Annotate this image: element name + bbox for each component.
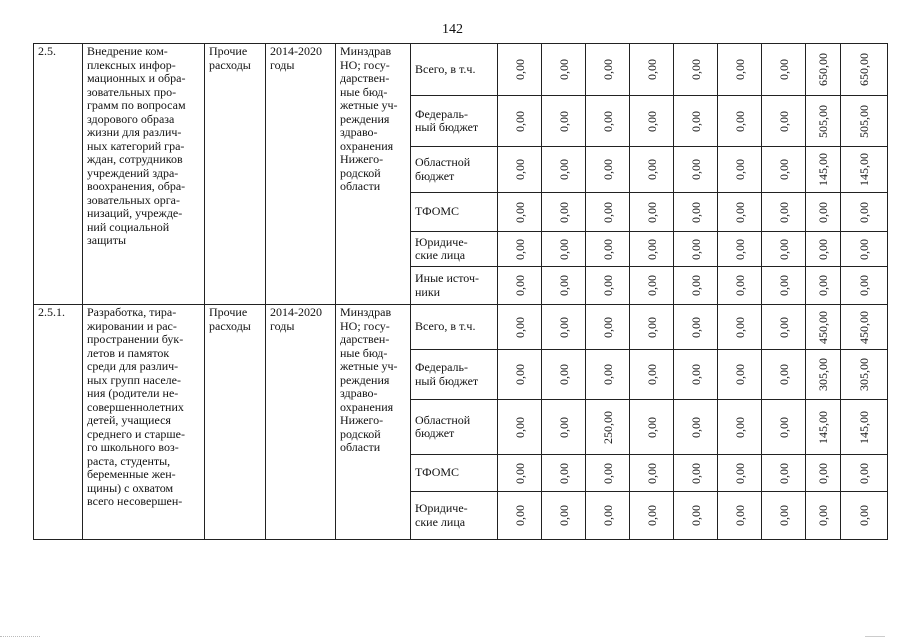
value-cell — [498, 267, 542, 305]
value-cell — [762, 232, 806, 267]
value-text: 0,00 — [776, 364, 791, 385]
value-text: 0,00 — [732, 505, 747, 526]
value-cell — [718, 147, 762, 193]
value-cell — [674, 305, 718, 350]
value-text: 0,00 — [512, 201, 527, 223]
value-text: 305,00 — [816, 358, 830, 391]
value-cell — [586, 44, 630, 96]
value-cell — [762, 267, 806, 305]
value-text: 0,00 — [556, 505, 571, 526]
value-text: 145,00 — [857, 410, 871, 444]
item-name: Внедрение ком- плексных инфор- мационных и обра- зовательных про- грамм по вопросам здорового образа жизни для различ- ных категорий гра- ждан, сотрудников учреждений здра- воохранения, обра- зовательных орга- низаций, учрежде- ний социальной защиты — [83, 44, 205, 305]
value-cell — [806, 267, 841, 305]
item-number: 2.5.1. — [34, 305, 83, 540]
value-cell — [542, 455, 586, 492]
value-cell — [498, 350, 542, 400]
funding-source: ТФОМС — [411, 193, 498, 232]
value-cell — [718, 96, 762, 147]
value-cell — [630, 305, 674, 350]
value-text: 0,00 — [600, 364, 615, 385]
value-cell — [498, 147, 542, 193]
value-cell — [806, 147, 841, 193]
value-cell — [630, 350, 674, 400]
value-text: 0,00 — [644, 364, 659, 385]
value-cell — [674, 232, 718, 267]
value-text: 0,00 — [644, 201, 659, 223]
value-text: 0,00 — [816, 462, 830, 484]
value-text: 145,00 — [816, 153, 830, 186]
value-text: 0,00 — [644, 275, 659, 296]
value-cell — [841, 267, 888, 305]
funding-source: Федераль- ный бюджет — [411, 96, 498, 147]
value-text: 505,00 — [857, 104, 871, 138]
value-cell — [630, 400, 674, 455]
value-text: 0,00 — [556, 275, 571, 296]
value-text: 0,00 — [732, 59, 747, 80]
value-text: 0,00 — [688, 416, 703, 438]
value-text: 0,00 — [816, 201, 830, 223]
value-cell — [762, 492, 806, 540]
value-cell — [498, 400, 542, 455]
period: 2014-2020 годы — [266, 305, 336, 540]
value-cell — [498, 232, 542, 267]
value-cell — [674, 400, 718, 455]
value-cell — [841, 400, 888, 455]
value-text: 0,00 — [776, 275, 791, 296]
value-cell — [586, 305, 630, 350]
value-text: 0,00 — [732, 316, 747, 338]
value-text: 650,00 — [857, 53, 871, 86]
value-text: 0,00 — [644, 110, 659, 132]
funding-source: Областной бюджет — [411, 400, 498, 455]
value-text: 0,00 — [776, 110, 791, 132]
value-cell — [630, 455, 674, 492]
value-text: 0,00 — [556, 159, 571, 180]
value-cell — [630, 147, 674, 193]
value-text: 0,00 — [732, 110, 747, 132]
value-cell — [542, 492, 586, 540]
value-cell — [841, 492, 888, 540]
period: 2014-2020 годы — [266, 44, 336, 305]
value-cell — [674, 492, 718, 540]
value-cell — [498, 305, 542, 350]
value-cell — [718, 267, 762, 305]
value-cell — [586, 193, 630, 232]
value-text: 0,00 — [732, 159, 747, 180]
value-cell — [762, 147, 806, 193]
value-cell — [498, 96, 542, 147]
value-text: 0,00 — [600, 59, 615, 80]
value-cell — [630, 492, 674, 540]
value-cell — [674, 96, 718, 147]
value-text: 0,00 — [732, 364, 747, 385]
value-text: 0,00 — [512, 416, 527, 438]
value-cell — [674, 147, 718, 193]
value-cell — [542, 193, 586, 232]
value-text: 0,00 — [776, 316, 791, 338]
value-text: 0,00 — [644, 59, 659, 80]
value-text: 0,00 — [776, 201, 791, 223]
value-text: 0,00 — [776, 159, 791, 180]
value-cell — [841, 147, 888, 193]
expense-type: Прочие расходы — [205, 44, 266, 305]
value-cell — [674, 193, 718, 232]
value-cell — [498, 44, 542, 96]
value-text: 450,00 — [816, 310, 830, 344]
value-cell — [718, 492, 762, 540]
value-cell — [841, 44, 888, 96]
value-text: 0,00 — [600, 505, 615, 526]
value-text: 0,00 — [857, 462, 871, 484]
value-text: 0,00 — [688, 238, 703, 260]
value-cell — [806, 350, 841, 400]
scan-artifact-left — [0, 636, 40, 640]
value-text: 0,00 — [644, 462, 659, 484]
value-cell — [630, 44, 674, 96]
value-cell — [630, 96, 674, 147]
value-cell — [762, 455, 806, 492]
value-cell — [718, 400, 762, 455]
value-cell — [542, 232, 586, 267]
value-text: 450,00 — [857, 310, 871, 344]
value-text: 145,00 — [816, 410, 830, 444]
executor: Минздрав НО; госу- дарствен- ные бюд- жетные уч- реждения здраво- охранения Нижего- родской области — [336, 44, 411, 305]
value-text: 0,00 — [688, 275, 703, 296]
value-text: 0,00 — [600, 159, 615, 180]
value-text: 0,00 — [556, 59, 571, 80]
budget-table — [33, 43, 888, 540]
value-cell — [586, 492, 630, 540]
value-text: 0,00 — [644, 238, 659, 260]
value-cell — [586, 147, 630, 193]
item-name: Разработка, тира- жировании и рас- пространении бук- летов и памяток среди для различ- ных групп населе- ния (родители не- совершеннолетних детей, учащиеся среднего и старше- го школьного воз- раста, студенты, беременные жен- щины) с охватом всего несовершен- — [83, 305, 205, 540]
value-text: 0,00 — [732, 462, 747, 484]
value-text: 0,00 — [556, 416, 571, 438]
value-cell — [586, 350, 630, 400]
value-cell — [841, 350, 888, 400]
value-cell — [806, 492, 841, 540]
executor: Минздрав НО; госу- дарствен- ные бюд- жетные уч- реждения здраво- охранения Нижего- родской области — [336, 305, 411, 540]
value-text: 0,00 — [556, 110, 571, 132]
value-cell — [630, 193, 674, 232]
value-cell — [674, 267, 718, 305]
value-text: 0,00 — [644, 159, 659, 180]
value-text: 0,00 — [688, 201, 703, 223]
value-cell — [806, 96, 841, 147]
value-cell — [841, 455, 888, 492]
item-number: 2.5. — [34, 44, 83, 305]
value-cell — [841, 96, 888, 147]
value-cell — [586, 96, 630, 147]
value-text: 0,00 — [857, 275, 871, 296]
value-cell — [718, 305, 762, 350]
value-text: 0,00 — [732, 201, 747, 223]
value-text: 0,00 — [512, 59, 527, 80]
value-cell — [542, 350, 586, 400]
funding-source: ТФОМС — [411, 455, 498, 492]
funding-source: Всего, в т.ч. — [411, 305, 498, 350]
value-text: 0,00 — [512, 275, 527, 296]
value-text: 0,00 — [688, 462, 703, 484]
value-text: 0,00 — [732, 275, 747, 296]
value-cell — [806, 400, 841, 455]
value-cell — [542, 147, 586, 193]
value-text: 0,00 — [857, 201, 871, 223]
value-cell — [806, 232, 841, 267]
value-cell — [586, 267, 630, 305]
funding-source: Юридиче- ские лица — [411, 232, 498, 267]
value-text: 0,00 — [688, 59, 703, 80]
value-text: 0,00 — [688, 110, 703, 132]
value-cell — [806, 193, 841, 232]
value-cell — [841, 305, 888, 350]
value-cell — [806, 44, 841, 96]
value-text: 0,00 — [512, 364, 527, 385]
value-cell — [841, 193, 888, 232]
value-cell — [674, 455, 718, 492]
funding-source: Иные источ- ники — [411, 267, 498, 305]
value-text: 0,00 — [600, 110, 615, 132]
value-cell — [498, 193, 542, 232]
value-cell — [498, 492, 542, 540]
value-cell — [718, 455, 762, 492]
table-row — [34, 44, 888, 96]
funding-source: Федераль- ный бюджет — [411, 350, 498, 400]
value-text: 145,00 — [857, 153, 871, 186]
expense-type: Прочие расходы — [205, 305, 266, 540]
value-text: 0,00 — [816, 238, 830, 260]
value-cell — [762, 96, 806, 147]
value-text: 0,00 — [644, 416, 659, 438]
value-cell — [762, 400, 806, 455]
value-text: 0,00 — [600, 275, 615, 296]
value-text: 0,00 — [512, 462, 527, 484]
value-cell — [718, 44, 762, 96]
funding-source: Всего, в т.ч. — [411, 44, 498, 96]
value-text: 0,00 — [644, 505, 659, 526]
table-row — [34, 305, 888, 350]
value-text: 0,00 — [512, 505, 527, 526]
value-cell — [542, 305, 586, 350]
page-number: 142 — [442, 22, 463, 37]
value-text: 0,00 — [512, 110, 527, 132]
value-text: 0,00 — [688, 364, 703, 385]
value-cell — [718, 350, 762, 400]
value-text: 650,00 — [816, 53, 830, 86]
value-text: 0,00 — [732, 238, 747, 260]
value-cell — [542, 96, 586, 147]
value-text: 0,00 — [556, 364, 571, 385]
value-cell — [762, 193, 806, 232]
value-cell — [806, 305, 841, 350]
value-cell — [630, 267, 674, 305]
value-text: 0,00 — [556, 462, 571, 484]
value-cell — [586, 232, 630, 267]
value-text: 0,00 — [556, 316, 571, 338]
value-text: 0,00 — [512, 316, 527, 338]
value-cell — [630, 232, 674, 267]
value-text: 0,00 — [688, 159, 703, 180]
value-cell — [718, 232, 762, 267]
value-cell — [542, 44, 586, 96]
funding-source: Областной бюджет — [411, 147, 498, 193]
value-text: 0,00 — [600, 238, 615, 260]
value-cell — [718, 193, 762, 232]
value-text: 0,00 — [600, 201, 615, 223]
value-text: 0,00 — [644, 316, 659, 338]
value-cell — [586, 455, 630, 492]
value-text: 0,00 — [776, 462, 791, 484]
funding-source: Юридиче- ские лица — [411, 492, 498, 540]
value-text: 0,00 — [556, 201, 571, 223]
value-text: 250,00 — [600, 410, 615, 444]
value-text: 0,00 — [857, 505, 871, 526]
scan-artifact-right — [865, 636, 885, 640]
value-cell — [542, 267, 586, 305]
value-cell — [674, 44, 718, 96]
value-cell — [762, 350, 806, 400]
value-text: 0,00 — [816, 275, 830, 296]
value-text: 0,00 — [776, 59, 791, 80]
value-text: 0,00 — [857, 238, 871, 260]
value-text: 0,00 — [776, 416, 791, 438]
value-text: 0,00 — [600, 316, 615, 338]
value-cell — [762, 305, 806, 350]
value-text: 0,00 — [512, 159, 527, 180]
value-cell — [806, 455, 841, 492]
value-text: 0,00 — [776, 238, 791, 260]
value-text: 0,00 — [816, 505, 830, 526]
value-cell — [841, 232, 888, 267]
value-text: 0,00 — [688, 316, 703, 338]
value-text: 305,00 — [857, 358, 871, 391]
value-text: 0,00 — [732, 416, 747, 438]
value-cell — [762, 44, 806, 96]
value-text: 0,00 — [556, 238, 571, 260]
value-text: 0,00 — [512, 238, 527, 260]
value-text: 505,00 — [816, 104, 830, 138]
value-text: 0,00 — [600, 462, 615, 484]
value-cell — [586, 400, 630, 455]
value-cell — [542, 400, 586, 455]
value-text: 0,00 — [688, 505, 703, 526]
value-text: 0,00 — [776, 505, 791, 526]
value-cell — [674, 350, 718, 400]
value-cell — [498, 455, 542, 492]
